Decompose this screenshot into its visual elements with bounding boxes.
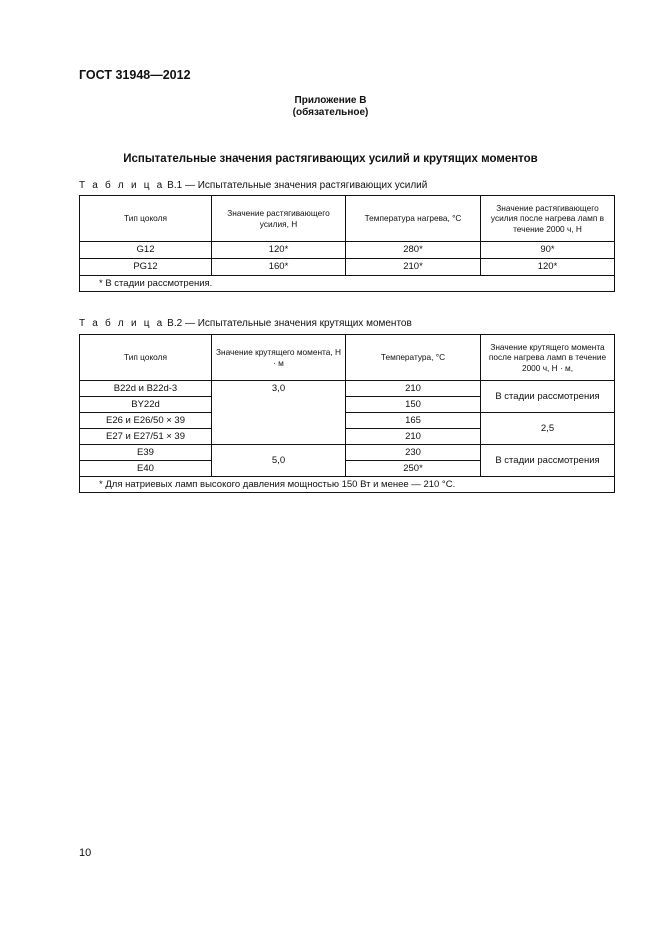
annex-status: (обязательное) [292,107,369,118]
torque-table [79,334,615,493]
cell-temperature: 150 [346,397,481,413]
cell-tensile-force: 120* [212,242,346,259]
cell-heating-temperature: 280* [346,242,481,259]
column-header-temperature: Температура, °С [346,335,481,381]
cell-temperature: 230 [346,445,481,461]
table-footnote-row [80,276,615,292]
cell-torque-after-heating: В стадии рассмотрения [481,445,615,477]
table-row [80,445,615,461]
table-row [80,242,615,259]
cell-temperature: 210 [346,429,481,445]
table1-caption-prefix: Т а б л и ц а [79,180,165,191]
column-header-torque: Значение крутящего момента, Н · м [212,335,346,381]
column-header-heating-temperature: Температура нагрева, °С [346,196,481,242]
column-header-force-after-heating: Значение растягивающего усилия после нагрева ламп в течение 2000 ч, Н [481,196,615,242]
cell-temperature: 250* [346,461,481,477]
table1-caption-text: В.1 — Испытательные значения растягивающих усилий [167,180,428,191]
table2-caption-text: В.2 — Испытательные значения крутящих моментов [167,318,412,329]
section-heading: Испытательные значения растягивающих усилий и крутящих моментов [123,153,538,165]
cell-base-type: E26 и E26/50 × 39 [80,413,212,429]
cell-base-type: E39 [80,445,212,461]
column-header-base-type: Тип цоколя [80,196,212,242]
table-header-row [80,335,615,381]
cell-base-type: G12 [80,242,212,259]
cell-torque: 3,0 [212,381,346,445]
cell-tensile-force: 160* [212,259,346,276]
table1-footnote: * В стадии рассмотрения. [80,276,615,292]
table-footnote-row [80,477,615,493]
column-header-torque-after-heating: Значение крутящего момента после нагрева ламп в течение 2000 ч, Н · м, [481,335,615,381]
cell-torque-after-heating: В стадии рассмотрения [481,381,615,413]
column-header-tensile-force: Значение растягивающего усилия, Н [212,196,346,242]
cell-torque-after-heating: 2,5 [481,413,615,445]
cell-base-type: B22d и B22d-3 [80,381,212,397]
cell-base-type: E40 [80,461,212,477]
table-header-row [80,196,615,242]
table1-caption [79,180,427,191]
cell-torque: 5,0 [212,445,346,477]
table-row [80,381,615,397]
table2-caption-prefix: Т а б л и ц а [79,318,165,329]
cell-force-after-heating: 90* [481,242,615,259]
document-code: ГОСТ 31948—2012 [79,68,191,82]
tensile-force-table [79,195,615,292]
cell-base-type: E27 и E27/51 × 39 [80,429,212,445]
column-header-base-type: Тип цоколя [80,335,212,381]
cell-base-type: BY22d [80,397,212,413]
annex-title: Приложение В [294,95,367,106]
table2-caption [79,318,412,329]
cell-heating-temperature: 210* [346,259,481,276]
cell-temperature: 165 [346,413,481,429]
cell-base-type: PG12 [80,259,212,276]
cell-force-after-heating: 120* [481,259,615,276]
table2-footnote: * Для натриевых ламп высокого давления мощностью 150 Вт и менее — 210 °С. [80,477,615,493]
table-row [80,259,615,276]
table-row [80,413,615,429]
page-number: 10 [79,847,92,859]
cell-temperature: 210 [346,381,481,397]
